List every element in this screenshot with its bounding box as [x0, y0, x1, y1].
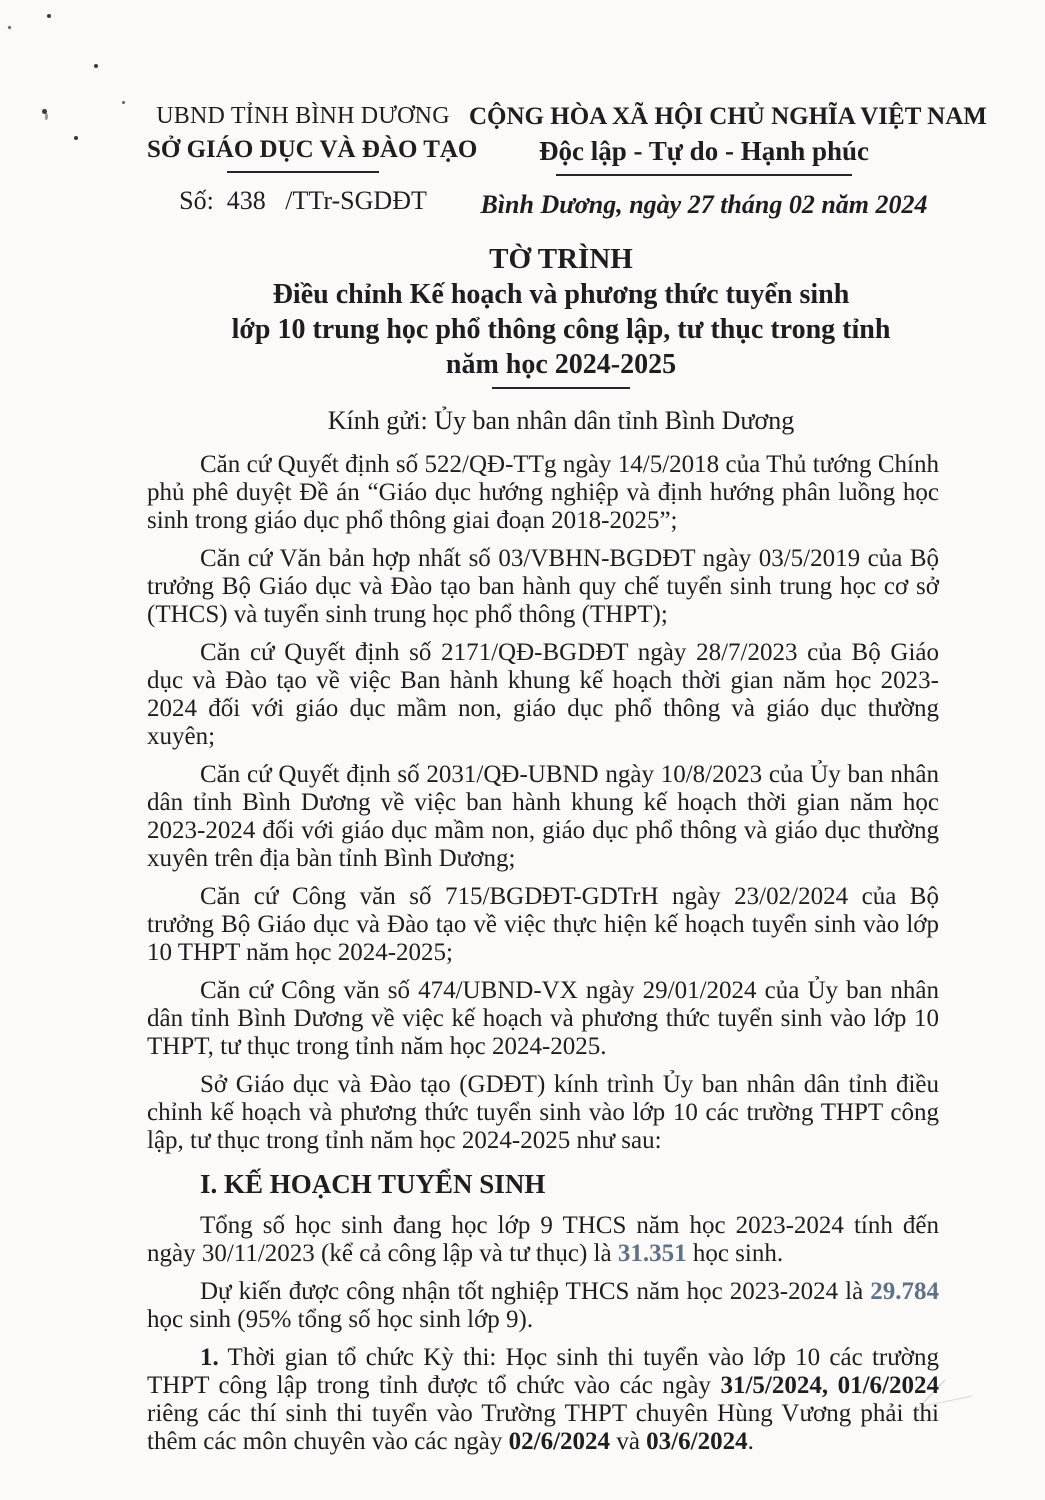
- text-segment: Tổng số học sinh đang học lớp 9 THCS năm học 2023-2024 tính đến ngày 30/11/2023 (kể cả công lập và tư thục) là: [147, 1212, 939, 1267]
- exam-schedule-paragraph: [147, 1344, 939, 1456]
- text-segment: Căn cứ Văn bản hợp nhất số 03/VBHN-BGDĐT ngày 03/5/2019 của Bộ trưởng Bộ Giáo dục và Đào tạo ban hành quy chế tuyển sinh trung học cơ sở (THCS) và tuyển sinh trung học phổ thông (THPT);: [147, 545, 939, 628]
- legal-basis-paragraph: [147, 977, 939, 1061]
- document-title-block: [165, 242, 957, 389]
- motto-underline: [556, 174, 852, 176]
- document-number: Số: 438 /TTr-SGDĐT: [179, 186, 427, 215]
- text-segment: Căn cứ Quyết định số 2031/QĐ-UBND ngày 10/8/2023 của Ủy ban nhân dân tỉnh Bình Dương về việc ban hành khung kế hoạch thời gian năm học 2023-2024 đối với giáo dục mầm non, giáo dục phổ thông và giáo dục thường xuyên trên địa bàn tỉnh Bình Dương;: [147, 761, 939, 872]
- agency-underline: [227, 171, 379, 173]
- text-segment: Căn cứ Quyết định số 522/QĐ-TTg ngày 14/5/2018 của Thủ tướng Chính phủ phê duyệt Đề án “Giáo dục hướng nghiệp và định hướng phân luồng học sinh trong giáo dục phổ thông giai đoạn 2018-2025”;: [147, 451, 939, 534]
- text-segment: .: [747, 1428, 754, 1455]
- scan-speck: [122, 101, 125, 104]
- emphasized-text: 03/6/2024: [646, 1428, 748, 1455]
- scan-speck: [7, 25, 11, 29]
- document-header: [147, 103, 987, 220]
- stat-number: 31.351: [617, 1240, 687, 1267]
- enrollment-stats-paragraph: [147, 1212, 939, 1268]
- graduation-estimate-paragraph: [147, 1278, 939, 1334]
- text-segment: Căn cứ Quyết định số 2171/QĐ-BGDĐT ngày 28/7/2023 của Bộ Giáo dục và Đào tạo về việc Ban hành khung kế hoạch thời gian năm học 2023-2024 đối với giáo dục mầm non, giáo dục phổ thông và giáo dục thường xuyên;: [147, 639, 939, 750]
- text-segment: riêng các thí sinh thi tuyển vào Trường THPT chuyên Hùng Vương phải thi thêm các môn chuyên vào các ngày: [147, 1400, 939, 1455]
- scan-speck: [47, 14, 51, 18]
- legal-basis-paragraph: [147, 883, 939, 967]
- document-type: TỜ TRÌNH: [489, 243, 633, 275]
- text-segment: học sinh (95% tổng số học sinh lớp 9).: [147, 1306, 534, 1333]
- emphasized-text: 02/6/2024: [508, 1428, 611, 1455]
- scan-speck: [45, 113, 48, 120]
- legal-basis-paragraph: [147, 639, 939, 751]
- agency-name: SỞ GIÁO DỤC VÀ ĐÀO TẠO: [147, 136, 478, 163]
- text-segment: Sở Giáo dục và Đào tạo (GDĐT) kính trình Ủy ban nhân dân tỉnh điều chỉnh kế hoạch và phương thức tuyển sinh vào lớp 10 các trường THPT công lập, tư thục trong tỉnh năm học 2024-2025 như sau:: [147, 1071, 939, 1154]
- salutation: Kính gửi: Ủy ban nhân dân tỉnh Bình Dương: [327, 406, 795, 435]
- title-line-2: lớp 10 trung học phổ thông công lập, tư thục trong tỉnh: [231, 314, 891, 345]
- scan-speck: [74, 136, 78, 140]
- legal-basis-paragraph: [147, 761, 939, 873]
- text-segment: Căn cứ Công văn số 474/UBND-VX ngày 29/01/2024 của Ủy ban nhân dân tỉnh Bình Dương về việc kế hoạch và phương thức tuyển sinh vào lớp 10 THPT, tư thục trong tỉnh năm học 2024-2025.: [147, 977, 939, 1060]
- proposal-intro-paragraph: [147, 1071, 939, 1155]
- stat-number: 29.784: [870, 1278, 939, 1305]
- title-line-1: Điều chỉnh Kế hoạch và phương thức tuyển sinh: [272, 279, 850, 310]
- section-1-heading: I. KẾ HOẠCH TUYỂN SINH: [200, 1169, 546, 1199]
- document-content: [147, 103, 987, 1466]
- place-date-line: Bình Dương, ngày 27 tháng 02 năm 2024: [480, 190, 928, 219]
- national-title: CỘNG HÒA XÃ HỘI CHỦ NGHĨA VIỆT NAM: [469, 103, 987, 130]
- emphasized-text: 1.: [200, 1344, 219, 1371]
- text-segment: Thời gian tổ chức Kỳ thi: Học sinh thi tuyển vào lớp 10 các trường THPT công lập trong tỉnh được tổ chức vào các ngày: [147, 1344, 939, 1399]
- agency-parent-name: UBND TỈNH BÌNH DƯƠNG: [156, 103, 450, 129]
- document-body: [147, 451, 939, 1456]
- text-segment: Căn cứ Công văn số 715/BGDĐT-GDTrH ngày 23/02/2024 của Bộ trưởng Bộ Giáo dục và Đào tạo về việc thực hiện kế hoạch tuyển sinh vào lớp 10 THPT năm học 2024-2025;: [147, 883, 939, 966]
- legal-basis-paragraph: [147, 451, 939, 535]
- text-segment: và: [610, 1428, 647, 1455]
- title-underline: [492, 387, 630, 389]
- text-segment: học sinh.: [686, 1240, 784, 1267]
- emphasized-text: 31/5/2024, 01/6/2024: [720, 1372, 939, 1399]
- issuing-agency-block: [147, 103, 478, 216]
- national-motto-block: [469, 103, 987, 220]
- scan-speck: [94, 64, 98, 68]
- legal-basis-paragraph: [147, 545, 939, 629]
- text-segment: Dự kiến được công nhận tốt nghiệp THCS năm học 2023-2024 là: [200, 1278, 871, 1305]
- national-motto: Độc lập - Tự do - Hạnh phúc: [538, 136, 870, 166]
- title-line-3: năm học 2024-2025: [445, 349, 677, 380]
